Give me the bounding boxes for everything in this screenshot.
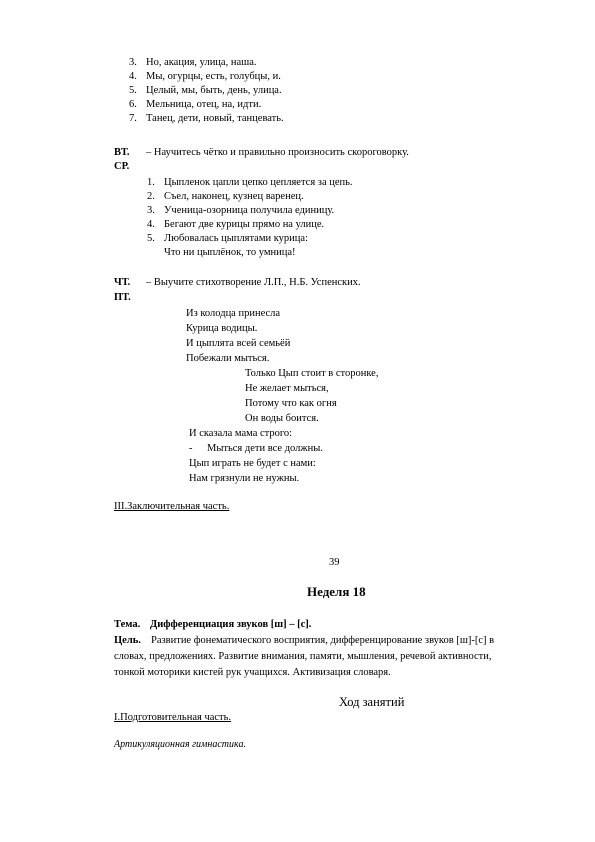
list-item: 4. Бегают две курицы прямо на улице. — [147, 219, 325, 230]
list-item: 2. Съел, наконец, кузнец варенец. — [147, 191, 304, 202]
list-item: 1. Цыпленок цапли цепко цепляется за цепь. — [147, 177, 353, 188]
page-number: 39 — [329, 557, 340, 568]
list-item: 7. Танец, дети, новый, танцевать. — [129, 113, 284, 124]
poem-line: Цып играть не будет с нами: — [189, 458, 316, 469]
poem-line: Потому что как огня — [245, 398, 337, 409]
week-title: Неделя 18 — [307, 584, 366, 599]
poem-line: Побежали мыться. — [186, 353, 270, 364]
poem-line: И цыплята всей семьёй — [186, 338, 291, 349]
poem-line: Из колодца принесла — [186, 308, 281, 319]
poem-line: Он воды боится. — [245, 413, 319, 424]
list-item: Что ни цыплёнок, то умница! — [164, 247, 296, 258]
list-item: 3. Но, акация, улица, наша. — [129, 57, 257, 68]
thursday-task: ЧТ. – Выучите стихотворение Л.П., Н.Б. Успенских. — [114, 277, 361, 288]
tuesday-task: ВТ. – Научитесь чётко и правильно произносить скороговорку. — [114, 147, 409, 158]
poem-line: Только Цып стоит в сторонке, — [245, 368, 379, 379]
section-final-heading: III.Заключительная часть. — [114, 501, 230, 512]
articulation-gymnastics: Артикуляционная гимнастика. — [114, 739, 246, 750]
poem-line: И сказала мама строго: — [189, 428, 293, 439]
friday-label: ПТ. — [114, 292, 131, 303]
poem-line: Нам грязнули не нужны. — [189, 473, 300, 484]
section-preparatory-heading: I.Подготовительная часть. — [114, 712, 232, 723]
list-item: 5. Целый, мы, быть, день, улица. — [129, 85, 282, 96]
list-item: 5. Любовалась цыплятами курица: — [147, 233, 309, 244]
poem-line: - Мыться дети все должны. — [189, 443, 323, 454]
list-item: 6. Мельница, отец, на, идти. — [129, 99, 262, 110]
course-title: Ход занятий — [339, 695, 405, 709]
poem-line: Курица водицы. — [186, 323, 258, 334]
list-item: 4. Мы, огурцы, есть, голубцы, и. — [129, 71, 281, 82]
lesson-theme: Тема. Дифференциация звуков [ш] – [с]. — [114, 619, 312, 630]
poem-line: Не желает мыться, — [245, 383, 329, 394]
list-item: 3. Ученица-озорница получила единицу. — [147, 205, 335, 216]
wednesday-label: СР. — [114, 161, 130, 172]
